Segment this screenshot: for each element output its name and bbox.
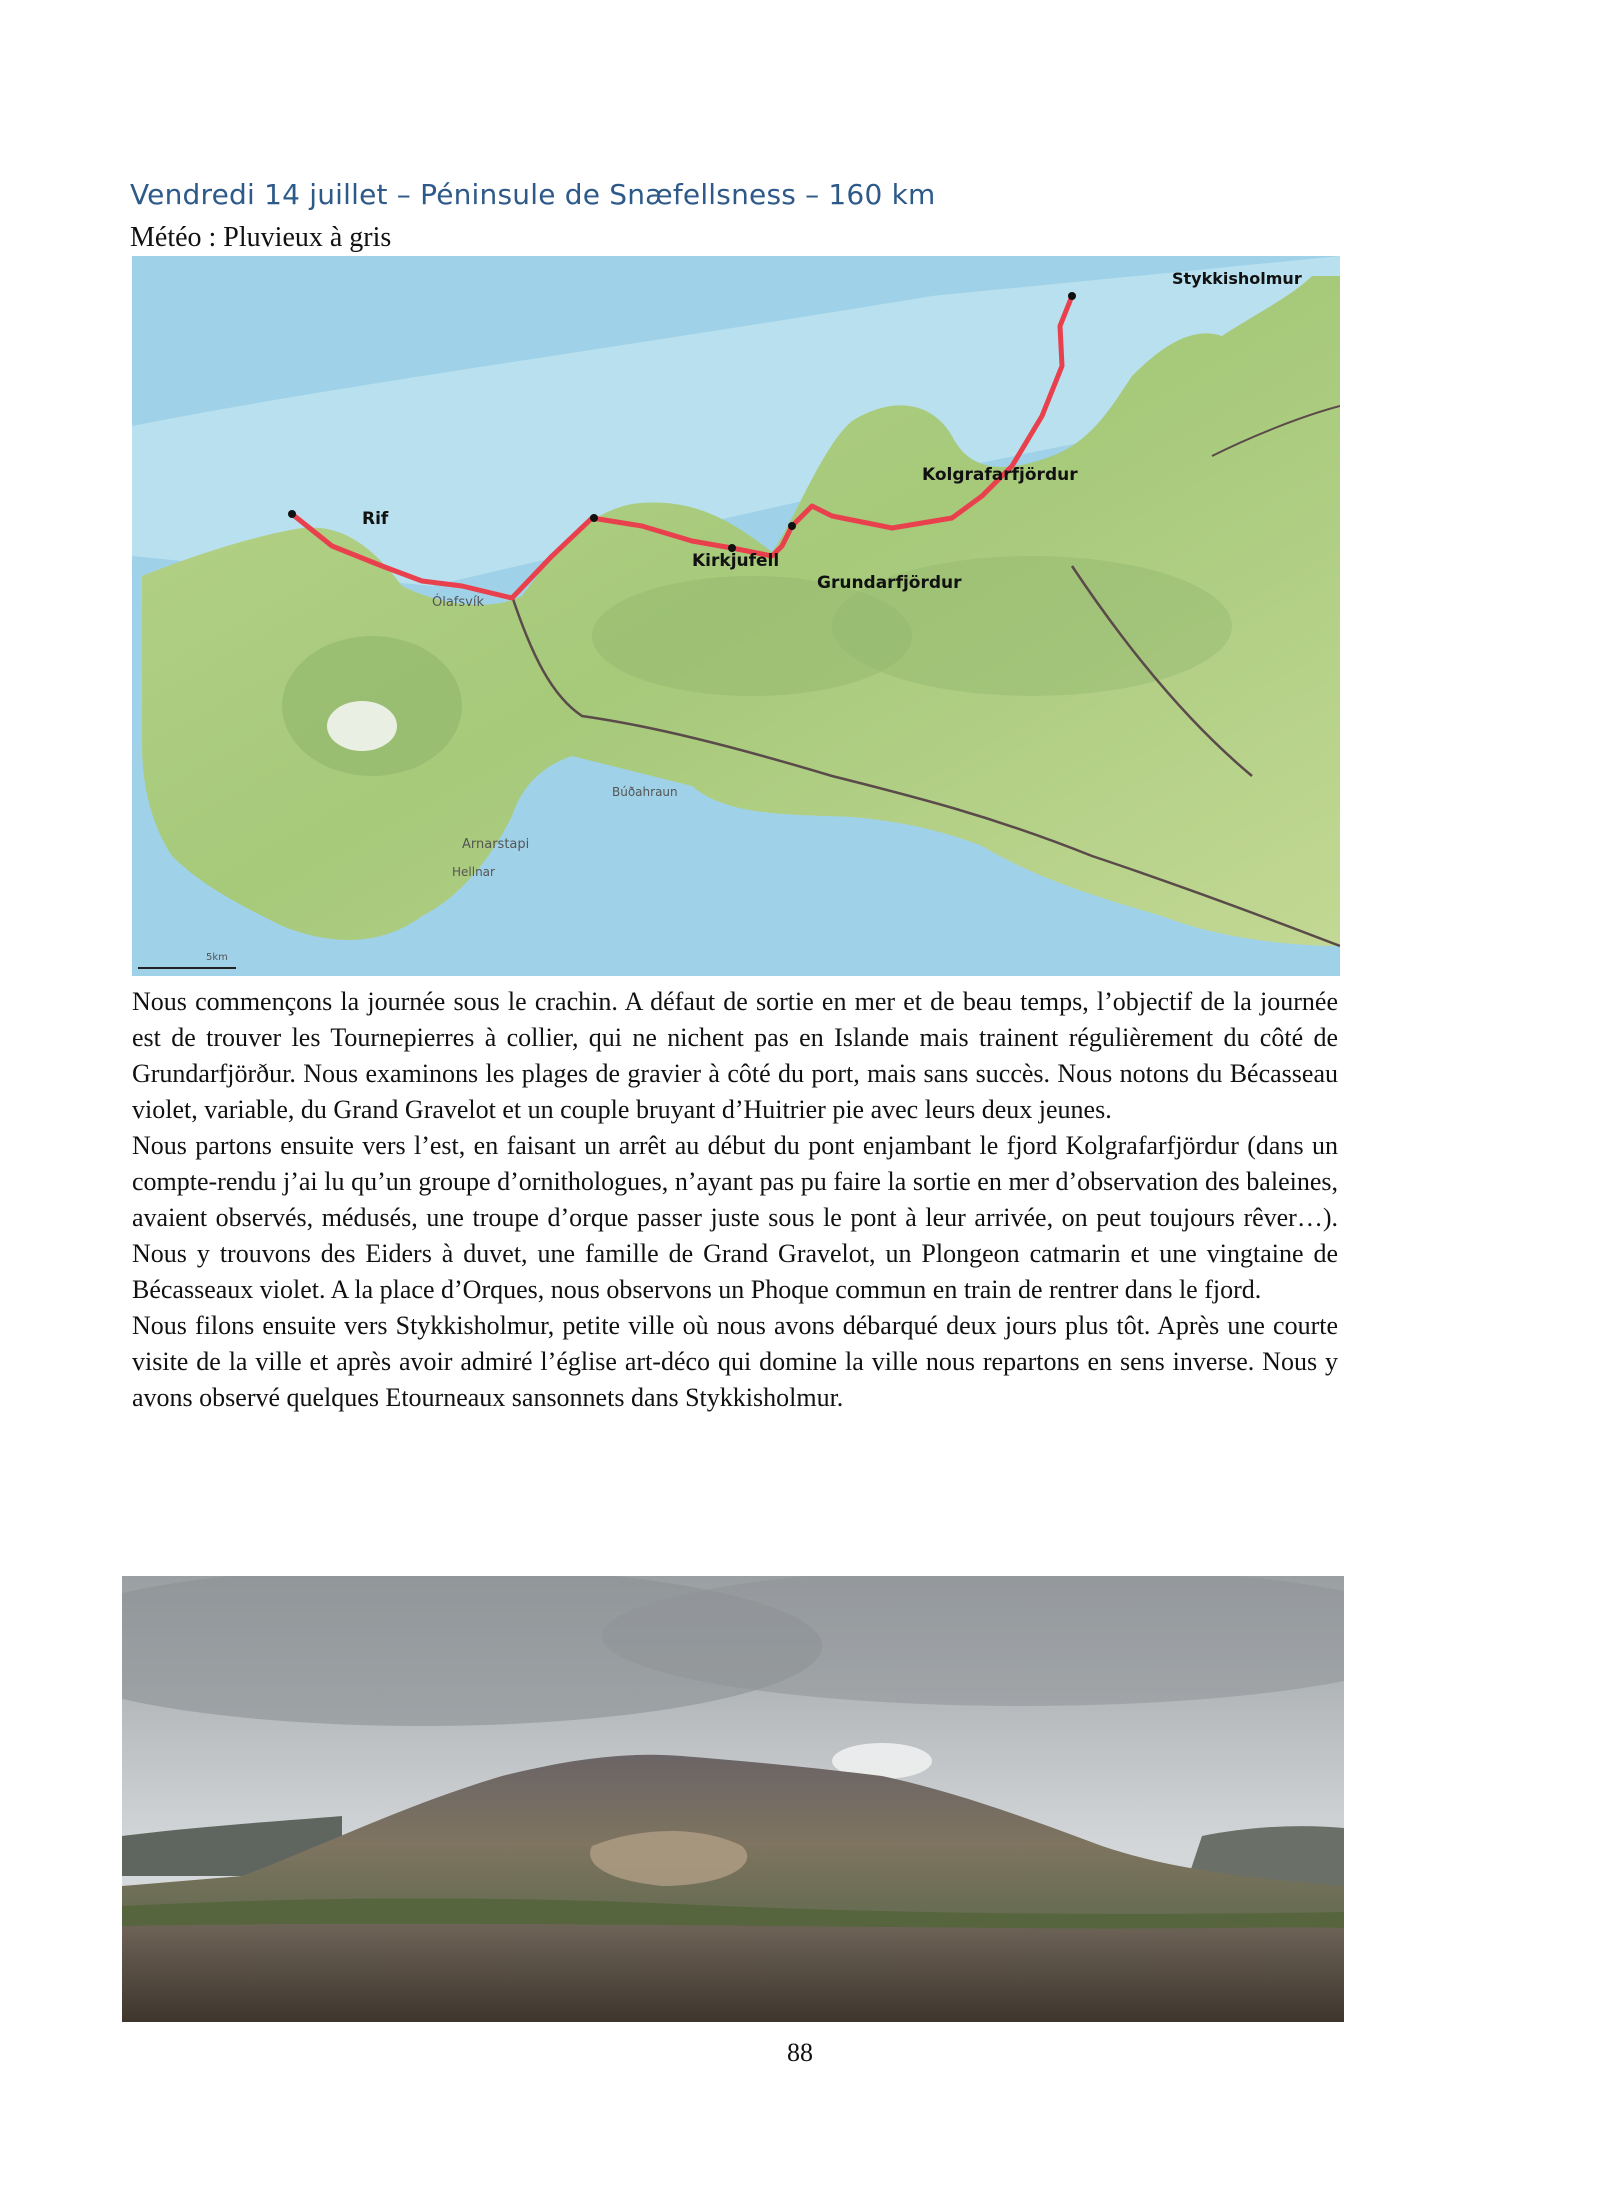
label-kolgrafarfjordur: Kolgrafarfjördur bbox=[922, 465, 1078, 485]
label-grundarfjordur: Grundarfjördur bbox=[817, 573, 962, 593]
stykkisholmur-dot bbox=[1068, 292, 1076, 300]
photo-graphic bbox=[122, 1576, 1344, 2022]
scale-label: 5km bbox=[206, 952, 228, 963]
label-rif: Rif bbox=[362, 509, 389, 529]
town-dot bbox=[590, 514, 598, 522]
label-stykkisholmur: Stykkisholmur bbox=[1172, 269, 1302, 288]
label-arnarstapi: Arnarstapi bbox=[462, 837, 530, 852]
map-graphic bbox=[132, 256, 1340, 976]
label-kirkjufell: Kirkjufell bbox=[692, 551, 780, 571]
landscape-photo bbox=[122, 1576, 1344, 2022]
weather-line: Météo : Pluvieux à gris bbox=[130, 222, 392, 253]
paragraph: Nous filons ensuite vers Stykkisholmur, petite ville où nous avons débarqué deux jours plus tôt. Après une courte visite de la ville et après avoir admiré l’église art-déco qui domine la ville nous repartons en sens inverse. Nous y avons observé quelques Etourneaux sansonnets dans Stykkisholmur. bbox=[132, 1311, 1338, 1412]
day-heading: Vendredi 14 juillet – Péninsule de Snæfellsness – 160 km bbox=[130, 178, 936, 211]
paragraph: Nous commençons la journée sous le crachin. A défaut de sortie en mer et de beau temps, l’objectif de la journée est de trouver les Tournepierres à collier, qui ne nichent pas en Islande mais trainent régulièrement du côté de Grundarfjörður. Nous examinons les plages de gravier à côté du port, mais sans succès. Nous notons du Bécasseau violet, variable, du Grand Gravelot et un couple bruyant d’Huitrier pie avec leurs deux jeunes. bbox=[132, 987, 1338, 1124]
label-olafsvik: Ólafsvík bbox=[432, 595, 484, 610]
rif-dot bbox=[288, 510, 296, 518]
page-number: 88 bbox=[787, 2038, 813, 2067]
body-text bbox=[132, 984, 1338, 1416]
paragraph: Nous partons ensuite vers l’est, en faisant un arrêt au début du pont enjambant le fjord Kolgrafarfjördur (dans un compte-rendu j’ai lu qu’un groupe d’ornithologues, n’ayant pas pu faire la sortie en mer d’observation des baleines, avaient observés, médusés, une troupe d’orque passer juste sous le pont à leur arrivée, on peut toujours rêver…). Nous y trouvons des Eiders à duvet, une famille de Grand Gravelot, un Plongeon catmarin et une vingtaine de Bécasseaux violet. A la place d’Orques, nous observons un Phoque commun en train de rentrer dans le fjord. bbox=[132, 1131, 1338, 1304]
label-budahraun: Búðahraun bbox=[612, 785, 678, 799]
snaefellsjokull-glacier bbox=[327, 701, 397, 751]
route-map bbox=[132, 256, 1340, 976]
label-hellnar: Hellnar bbox=[452, 865, 495, 879]
kolgrafarfjordur-dot bbox=[788, 522, 796, 530]
foreground-ground bbox=[122, 1924, 1344, 2022]
